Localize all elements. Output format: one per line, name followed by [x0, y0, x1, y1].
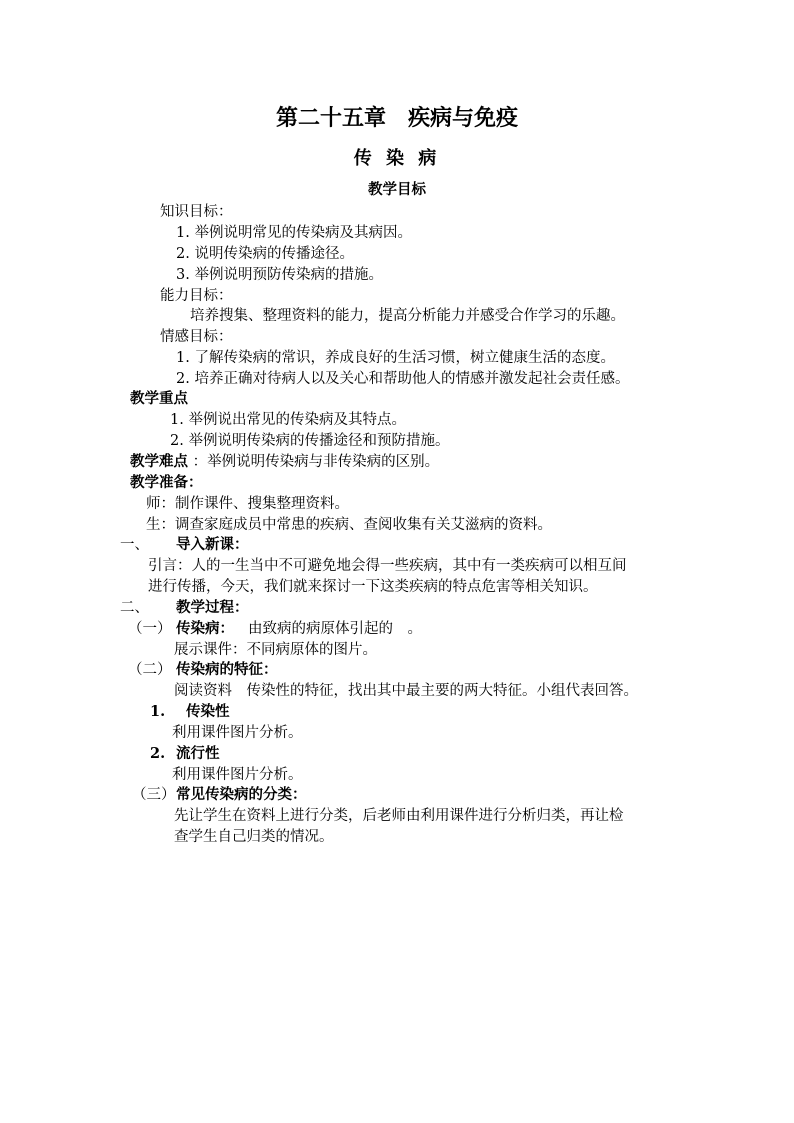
part-3-line-1: 先让学生在资料上进行分类，后老师由利用课件进行分析归类，再让检 [174, 808, 624, 824]
lesson-title: 传 染 病 [353, 148, 441, 169]
part-1-text: 由致病的病原体引起的 。 [248, 621, 422, 637]
focus-item-2: 2. 举例说明传染病的传播途径和预防措施。 [170, 433, 450, 449]
part-2-text: 阅读资料 传染性的特征，找出其中最主要的两大特征。小组代表回答。 [174, 683, 638, 699]
section-2-title: 教学过程： [176, 599, 249, 616]
knowledge-item-1: 1. 举例说明常见的传染病及其病因。 [176, 225, 412, 241]
emotion-label: 情感目标： [160, 329, 233, 345]
difficulty-heading: 教学难点 [130, 453, 188, 470]
prep-heading: 教学准备： [130, 474, 203, 491]
difficulty-text: ：举例说明传染病与非传染病的区别。 [192, 454, 440, 470]
knowledge-item-3: 3. 举例说明预防传染病的措施。 [176, 267, 383, 283]
prep-student: 生：调查家庭成员中常患的疾病、查阅收集有关艾滋病的资料。 [146, 517, 552, 533]
section-1-title: 导入新课： [176, 536, 249, 553]
knowledge-label: 知识目标： [160, 204, 233, 220]
section-2-number: 二、 [120, 600, 149, 616]
part-1-number: （一） [128, 621, 172, 637]
part-3-number: （三） [132, 787, 176, 803]
feature-1-number: 1. [150, 703, 166, 720]
part-2-title: 传染病的特征： [176, 661, 278, 678]
focus-heading: 教学重点 [130, 390, 188, 407]
section-1-number: 一、 [120, 537, 149, 553]
feature-1-title: 传染性 [186, 703, 230, 720]
ability-label: 能力目标： [160, 288, 233, 304]
feature-1-text: 利用课件图片分析。 [172, 725, 303, 741]
goals-heading: 教学目标 [368, 181, 426, 198]
feature-2-title: 流行性 [176, 745, 220, 762]
feature-2-number: 2. [150, 745, 166, 762]
emotion-item-1: 1. 了解传染病的常识，养成良好的生活习惯，树立健康生活的态度。 [176, 350, 615, 366]
knowledge-item-2: 2. 说明传染病的传播途径。 [176, 246, 354, 262]
ability-text: 培养搜集、整理资料的能力，提高分析能力并感受合作学习的乐趣。 [190, 308, 625, 324]
section-1-line-2: 进行传播，今天，我们就来探讨一下这类疾病的特点危害等相关知识。 [148, 579, 598, 595]
part-2-number: （二） [128, 662, 172, 678]
difficulty-line [130, 452, 439, 472]
section-1-line-1: 引言：人的一生当中不可避免地会得一些疾病，其中有一类疾病可以相互间 [148, 558, 627, 574]
part-1-show: 展示课件：不同病原体的图片。 [174, 642, 377, 658]
emotion-item-2: 2. 培养正确对待病人以及关心和帮助他人的情感并激发起社会责任感。 [176, 371, 630, 387]
chapter-title: 第二十五章 疾病与免疫 [275, 105, 518, 131]
prep-teacher: 师：制作课件、搜集整理资料。 [146, 496, 349, 512]
feature-2-text: 利用课件图片分析。 [172, 767, 303, 783]
part-3-line-2: 查学生自己归类的情况。 [174, 829, 334, 845]
part-1-title: 传染病： [176, 620, 234, 637]
focus-item-1: 1. 举例说出常见的传染病及其特点。 [170, 412, 406, 428]
part-3-title: 常见传染病的分类： [176, 786, 307, 803]
